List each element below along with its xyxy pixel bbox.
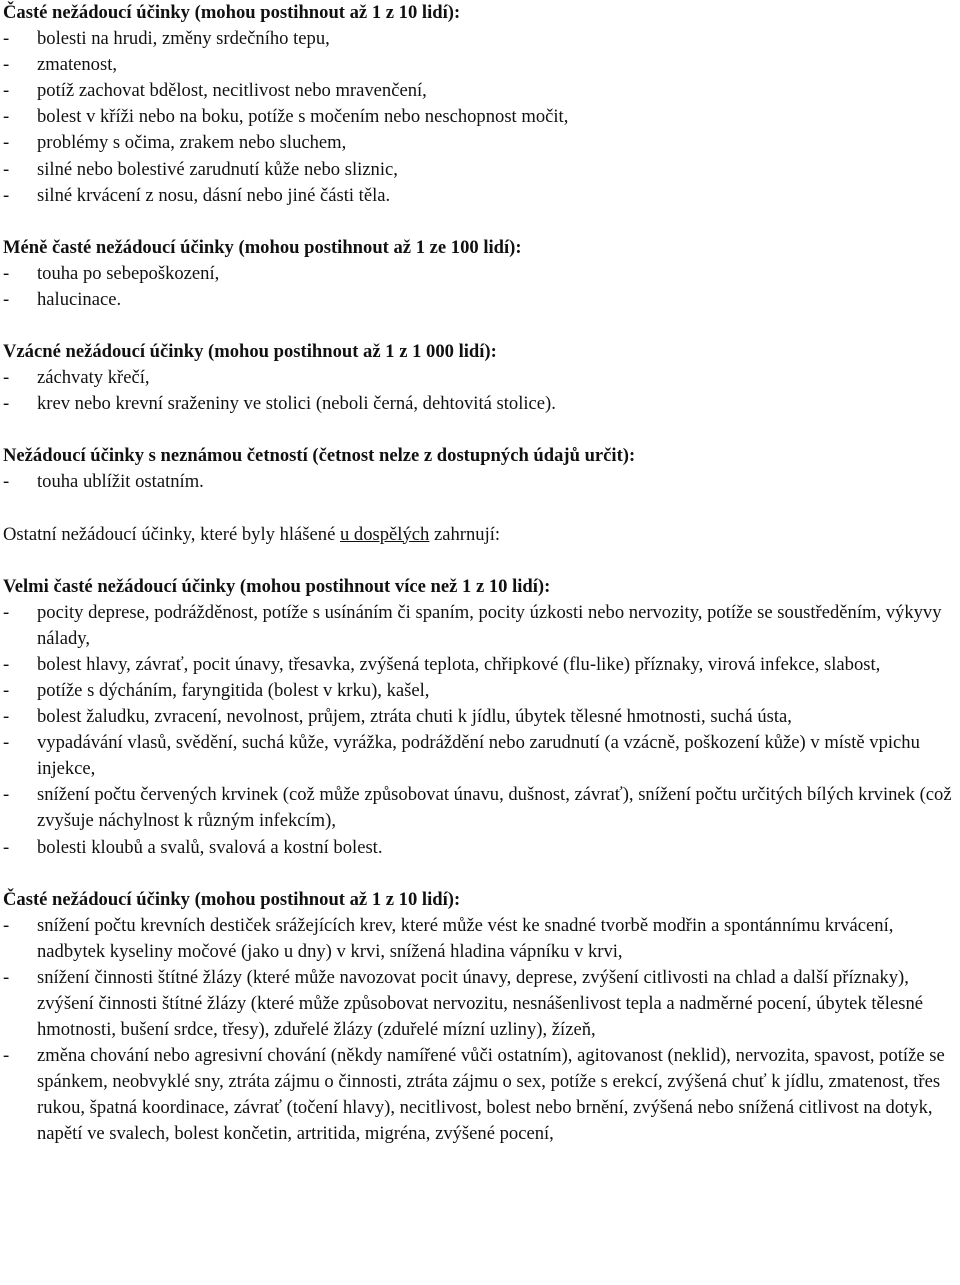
section-heading: Vzácné nežádoucí účinky (mohou postihnout až 1 z 1 000 lidí):: [3, 341, 497, 363]
list-item-text: silné nebo bolestivé zarudnutí kůže nebo sliznic,: [37, 158, 398, 180]
section: [3, 0, 960, 209]
section-heading: Nežádoucí účinky s neznámou četností (četnost nelze z dostupných údajů určit):: [3, 445, 636, 467]
list-bullet: -: [3, 1045, 10, 1067]
list-item: [3, 130, 960, 156]
section: [3, 235, 960, 313]
list-item-text: snížení počtu červených krvinek (což může způsobovat únavu, dušnost, závrať), snížení počtu určitých bílých krvinek (což zvyšuje náchylnost k různým infekcím),: [37, 784, 952, 832]
list-item-text: potíže s dýcháním, faryngitida (bolest v krku), kašel,: [37, 679, 430, 701]
list-item-text: potíž zachovat bdělost, necitlivost nebo mravenčení,: [37, 80, 427, 102]
sections-bottom: [3, 574, 960, 1148]
list-item: [3, 391, 960, 417]
list-bullet: -: [3, 28, 10, 50]
section-heading: Velmi časté nežádoucí účinky (mohou postihnout více než 1 z 10 lidí):: [3, 575, 551, 597]
list-bullet: -: [3, 393, 10, 415]
list-bullet: -: [3, 914, 10, 936]
list-item-text: snížení počtu krevních destiček srážejících krev, které může vést ke snadné tvorbě modřin a spontánnímu krvácení, nadbytek kyseliny močové (jako u dny) v krvi, snížená hladina vápníku v krvi,: [37, 914, 894, 962]
section: [3, 574, 960, 861]
sections-top: [3, 0, 960, 496]
list-item: [3, 157, 960, 183]
list-item: [3, 287, 960, 313]
list-item-text: touha po sebepoškození,: [37, 262, 220, 284]
list-bullet: -: [3, 158, 10, 180]
list-bullet: -: [3, 471, 10, 493]
list-item-text: krev nebo krevní sraženiny ve stolici (neboli černá, dehtovitá stolice).: [37, 393, 556, 415]
section-heading: Časté nežádoucí účinky (mohou postihnout až 1 z 10 lidí):: [3, 2, 461, 23]
list-item-text: bolest hlavy, závrať, pocit únavy, třesavka, zvýšená teplota, chřipkové (flu-like) příznaky, virová infekce, slabost,: [37, 653, 881, 675]
list-item-text: bolesti na hrudi, změny srdečního tepu,: [37, 28, 330, 50]
section-heading: Méně časté nežádoucí účinky (mohou postihnout až 1 ze 100 lidí):: [3, 236, 522, 258]
intro-underlined: u dospělých: [339, 523, 430, 545]
list-item: [3, 469, 960, 495]
list-item: [3, 104, 960, 130]
list-item: [3, 261, 960, 287]
list-item-text: halucinace.: [37, 288, 122, 310]
list-item-text: vypadávání vlasů, svědění, suchá kůže, vyrážka, podráždění nebo zarudnutí (a vzácně, poškození kůže) v místě vpichu injekce,: [37, 732, 920, 780]
list-item-text: pocity deprese, podrážděnost, potíže s usínáním či spaním, pocity úzkosti nebo nervozity, potíže se soustředěním, výkyvy nálady,: [37, 601, 942, 649]
list-item-text: zmatenost,: [37, 54, 118, 76]
list-item-text: bolest v kříži nebo na boku, potíže s močením nebo neschopnost močit,: [37, 106, 569, 128]
list-bullet: -: [3, 706, 10, 728]
list-bullet: -: [3, 132, 10, 154]
list-item: [3, 26, 960, 52]
list-item: [3, 652, 960, 678]
list-bullet: -: [3, 784, 10, 806]
list-item: [3, 1043, 960, 1147]
section: [3, 339, 960, 417]
list-bullet: -: [3, 80, 10, 102]
list-bullet: -: [3, 54, 10, 76]
list-item: [3, 678, 960, 704]
list-bullet: -: [3, 288, 10, 310]
section-heading: Časté nežádoucí účinky (mohou postihnout až 1 z 10 lidí):: [3, 888, 461, 910]
list-bullet: -: [3, 836, 10, 858]
intro-after: zahrnují:: [429, 523, 501, 545]
list-bullet: -: [3, 732, 10, 754]
section: [3, 443, 960, 495]
list-item-text: bolest žaludku, zvracení, nevolnost, průjem, ztráta chuti k jídlu, úbytek tělesné hmotnosti, suchá ústa,: [37, 706, 792, 728]
list-bullet: -: [3, 106, 10, 128]
intro-before: Ostatní nežádoucí účinky, které byly hlášené: [3, 523, 340, 545]
list-bullet: -: [3, 262, 10, 284]
intro-paragraph: [3, 522, 960, 548]
list-item: [3, 913, 960, 965]
list-bullet: -: [3, 966, 10, 988]
list-item: [3, 965, 960, 1043]
list-item-text: problémy s očima, zrakem nebo sluchem,: [37, 132, 347, 154]
list-item: [3, 52, 960, 78]
list-item: [3, 782, 960, 834]
list-bullet: -: [3, 601, 10, 623]
list-bullet: -: [3, 184, 10, 206]
list-item-text: záchvaty křečí,: [37, 367, 150, 389]
list-item: [3, 600, 960, 652]
list-bullet: -: [3, 367, 10, 389]
list-item: [3, 704, 960, 730]
list-bullet: -: [3, 679, 10, 701]
list-item-text: bolesti kloubů a svalů, svalová a kostní bolest.: [37, 836, 383, 858]
list-item: [3, 730, 960, 782]
list-item-text: touha ublížit ostatním.: [37, 471, 204, 493]
list-item: [3, 78, 960, 104]
list-bullet: -: [3, 653, 10, 675]
list-item-text: snížení činnosti štítné žlázy (které může navozovat pocit únavy, deprese, zvýšení citlivosti na chlad a další příznaky), zvýšení činnosti štítné žlázy (které může způsobovat nervozitu, nesnášenlivost tepla a nadměrné pocení, úbytek tělesné hmotnosti, bušení srdce, třesy), zduřelé žlázy (zduřelé mízní uzliny), žízeň,: [37, 966, 924, 1041]
list-item: [3, 183, 960, 209]
section: [3, 887, 960, 1148]
list-item: [3, 835, 960, 861]
list-item: [3, 365, 960, 391]
list-item-text: silné krvácení z nosu, dásní nebo jiné části těla.: [37, 184, 391, 206]
list-item-text: změna chování nebo agresivní chování (někdy namířené vůči ostatním), agitovanost (neklid), nervozita, spavost, potíže se spánkem, neobvyklé sny, ztráta zájmu o činnosti, ztráta zájmu o sex, potíže s erekcí, zvýšená chuť k jídlu, zmatenost, třes rukou, špatná koordinace, závrať (točení hlavy), necitlivost, bolest nebo brnění, zvýšená nebo snížená citlivost na dotyk, napětí ve svalech, bolest končetin, artritida, migréna, zvýšené pocení,: [37, 1045, 945, 1145]
